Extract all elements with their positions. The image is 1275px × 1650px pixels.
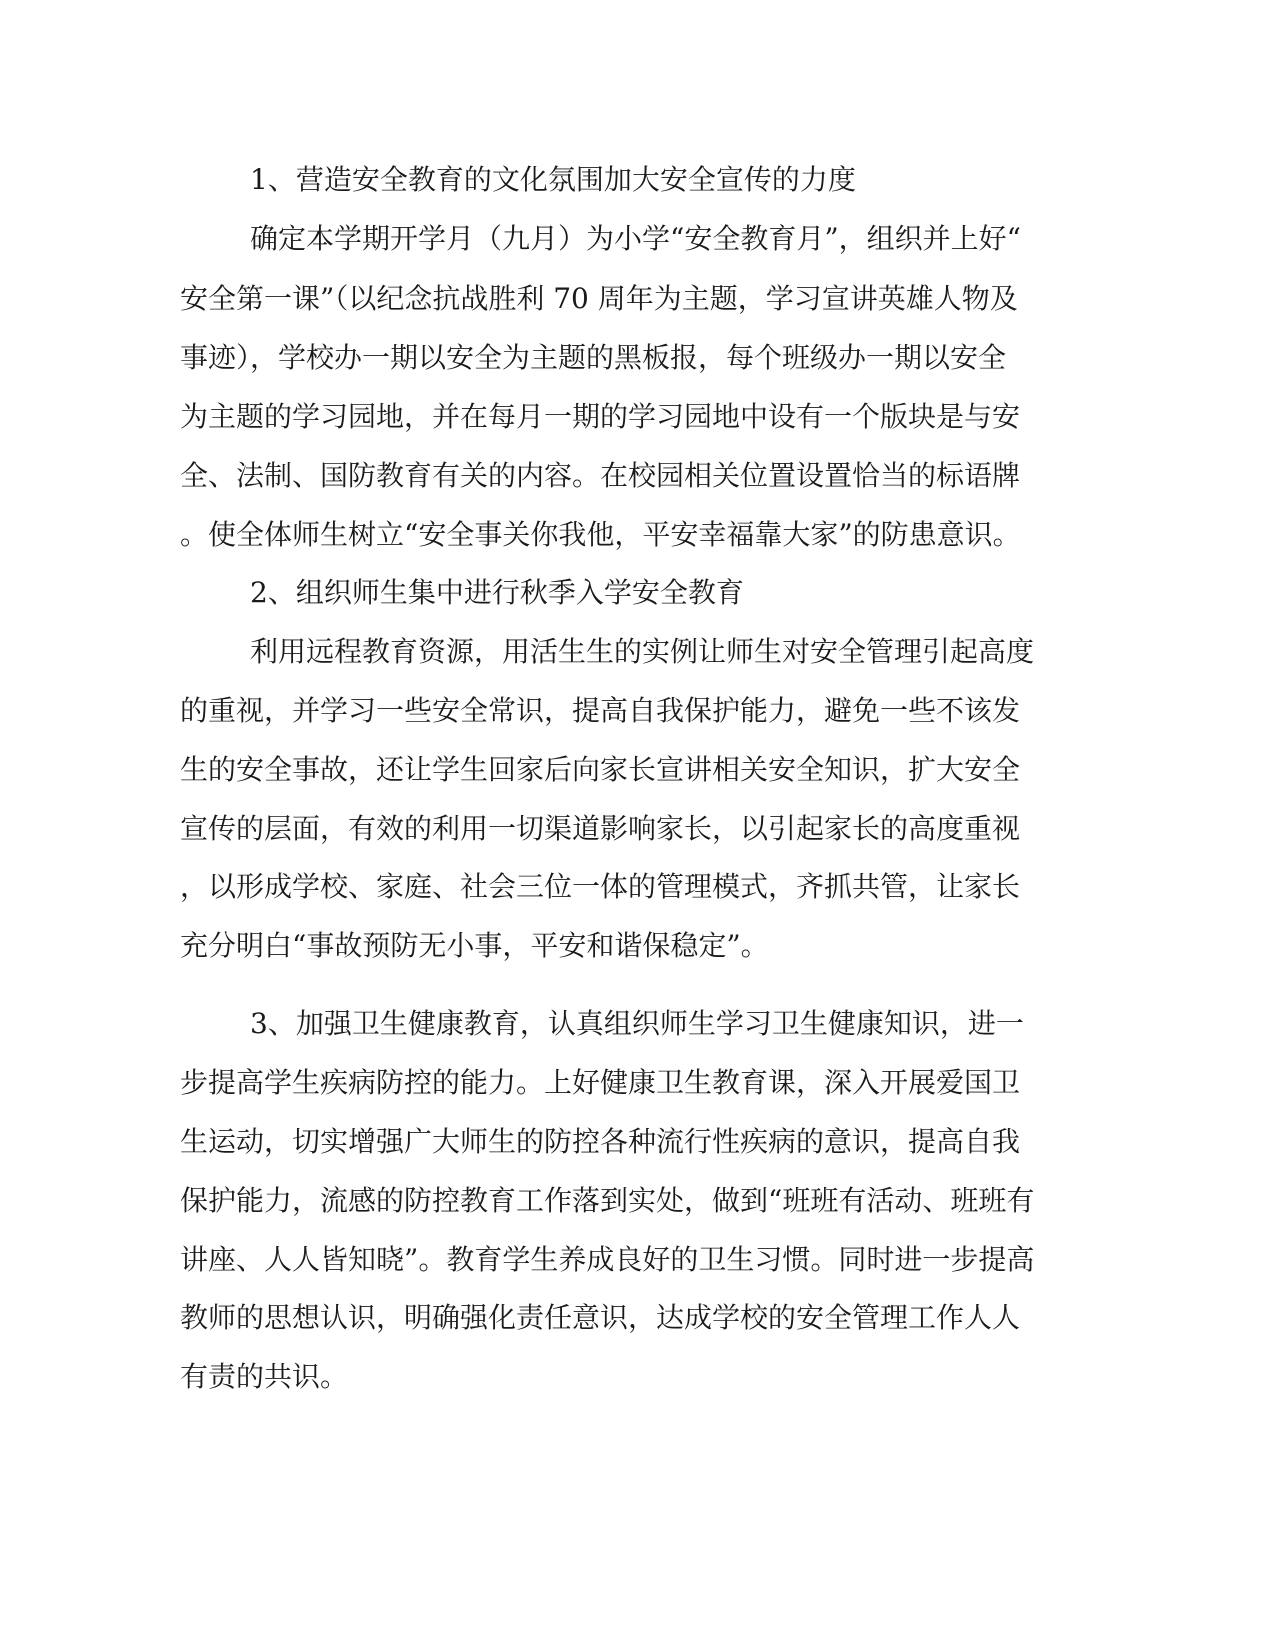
paragraph-line: 生运动，切实增强广大师生的防控各种流行性疾病的意识，提高自我 xyxy=(180,1125,1021,1158)
paragraph-line: ，以形成学校、家庭、社会三位一体的管理模式，齐抓共管，让家长 xyxy=(180,870,1021,903)
paragraph-line: 事迹），学校办一期以安全为主题的黑板报，每个班级办一期以安全 xyxy=(180,341,1007,374)
paragraph-line: 讲座、人人皆知晓”。教育学生养成良好的卫生习惯。同时进一步提高 xyxy=(180,1243,1035,1276)
paragraph-line: 为主题的学习园地，并在每月一期的学习园地中设有一个版块是与安 xyxy=(180,400,1021,433)
paragraph-line: 保护能力，流感的防控教育工作落到实处，做到“班班有活动、班班有 xyxy=(180,1184,1035,1217)
paragraph-line: 安全第一课”（以纪念抗战胜利 70 周年为主题，学习宣讲英雄人物及 xyxy=(180,282,1018,315)
paragraph-line: 。使全体师生树立“安全事关你我他，平安幸福靠大家”的防患意识。 xyxy=(180,518,1021,551)
paragraph-line: 有责的共识。 xyxy=(180,1360,349,1393)
paragraph-line: 利用远程教育资源，用活生生的实例让师生对安全管理引起高度 xyxy=(250,635,1035,668)
paragraph-line: 的重视，并学习一些安全常识，提高自我保护能力，避免一些不该发 xyxy=(180,694,1021,727)
paragraph-line: 步提高学生疾病防控的能力。上好健康卫生教育课，深入开展爱国卫 xyxy=(180,1066,1021,1099)
paragraph-line: 充分明白“事故预防无小事，平安和谐保稳定”。 xyxy=(180,929,769,962)
paragraph-line: 生的安全事故，还让学生回家后向家长宣讲相关安全知识，扩大安全 xyxy=(180,753,1021,786)
paragraph-line: 教师的思想认识，明确强化责任意识，达成学校的安全管理工作人人 xyxy=(180,1301,1021,1334)
heading-1: 1、营造安全教育的文化氛围加大安全宣传的力度 xyxy=(250,163,856,196)
heading-2: 2、组织师生集中进行秋季入学安全教育 xyxy=(250,576,744,609)
paragraph-line: 确定本学期开学月（九月）为小学“安全教育月”，组织并上好“ xyxy=(250,222,1021,255)
paragraph-line: 全、法制、国防教育有关的内容。在校园相关位置设置恰当的标语牌 xyxy=(180,459,1021,492)
paragraph-line: 宣传的层面，有效的利用一切渠道影响家长，以引起家长的高度重视 xyxy=(180,812,1021,845)
heading-3: 3、加强卫生健康教育，认真组织师生学习卫生健康知识，进一 xyxy=(250,1007,1024,1040)
